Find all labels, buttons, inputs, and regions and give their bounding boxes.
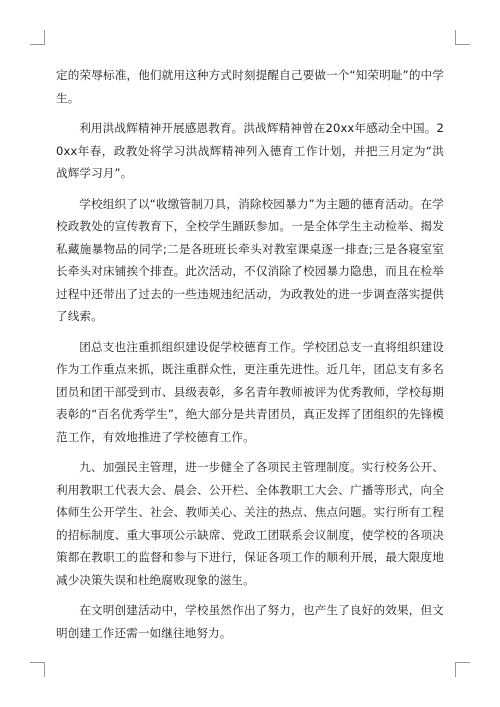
paragraph-3: 学校组织了以“收缴管制刀具，消除校园暴力”为主题的德育活动。在学校政教处的宣传教育下，全校学生踊跃参加。一是全体学生主动检举、揭发私藏施暴物品的同学;二是各班班长牵头对教室课桌逐一排查;三是各寝室室长牵头对床铺挨个排查。此次活动，不仅消除了校园暴力隐患，而且在检举过程中还带出了过去的一些违规违纪活动，为政教处的进一步调查落实提供了线索。	[56, 196, 444, 323]
crop-mark-bottom-right	[455, 662, 470, 677]
paragraph-6: 在文明创建活动中，学校虽然作出了努力，也产生了良好的效果，但文明创建工作还需一如继往地努力。	[56, 603, 444, 640]
paragraph-5: 九、加强民主管理，进一步健全了各项民主管理制度。实行校务公开、利用教职工代表大会、晨会、公开栏、全体教职工大会、广播等形式，向全体师生公开学生、社会、教师关心、关注的热点、焦点问题。实行所有工程的招标制度、重大事项公示缺席、党政工团联系会议制度，使学校的各项决策都在教职工的监督和参与下进行，保证各项工作的顺利开展，最大限度地减少决策失误和杜绝腐败现象的滋生。	[56, 460, 444, 587]
paragraph-4: 团总支也注重抓组织建设促学校德育工作。学校团总支一直将组织建设作为工作重点来抓，既注重群众性，更注重先进性。近几年，团总支有多名团员和团干部受到市、县级表彰，多名青年教师被评为优秀教师，学校每期表彰的“百名优秀学生”，绝大部分是共青团员，真正发挥了团组织的先锋模范工作，有效地推进了学校德育工作。	[56, 339, 444, 444]
crop-mark-bottom-left	[30, 662, 45, 677]
document-body	[56, 64, 444, 652]
crop-mark-top-left	[30, 30, 45, 45]
paragraph-1: 定的荣辱标准，他们就用这种方式时刻提醒自己要做一个“知荣明耻”的中学生。	[56, 68, 444, 105]
crop-mark-top-right	[455, 30, 470, 45]
paragraph-2: 利用洪战辉精神开展感恩教育。洪战辉精神曾在20xx年感动全中国。20xx年春，政教处将学习洪战辉精神列入德育工作计划，并把三月定为“洪战辉学习月”。	[56, 121, 444, 180]
